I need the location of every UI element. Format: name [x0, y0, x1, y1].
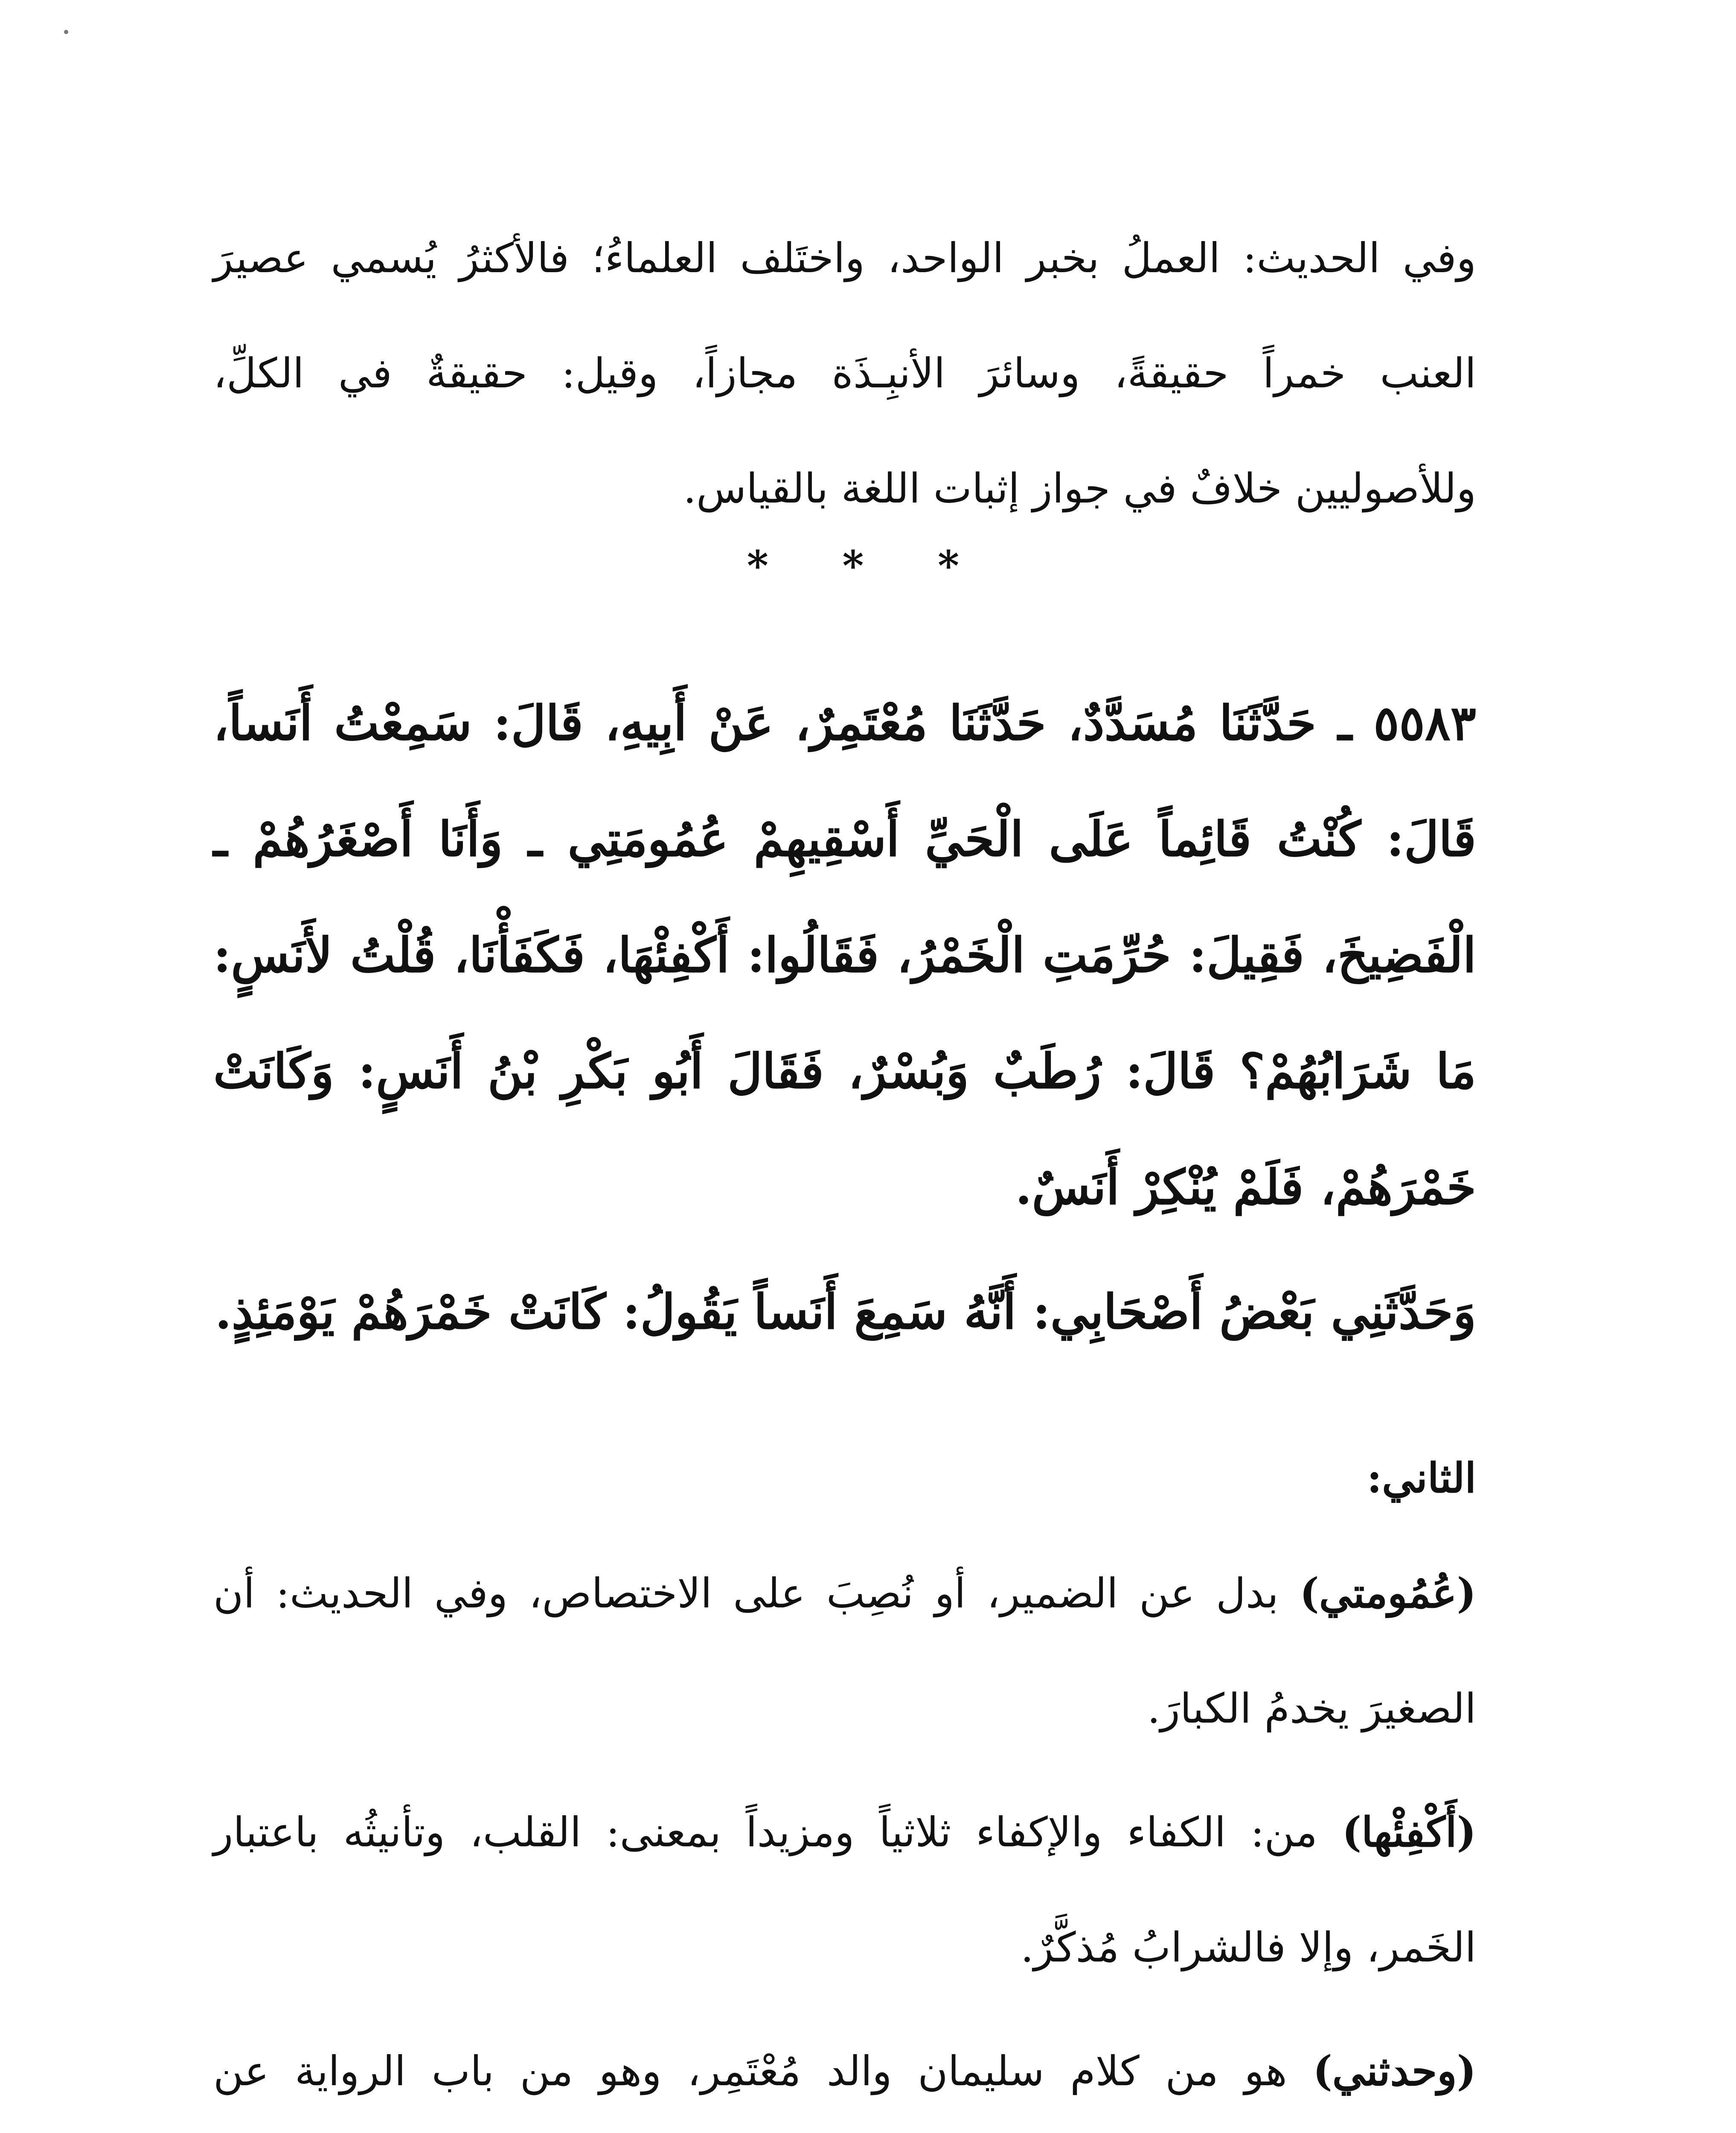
hadith-block: [213, 665, 1476, 1370]
hadith-second-narration: وَحَدَّثَنِي بَعْضُ أَصْحَابِي: أَنَّهُ سَمِعَ أَنَساً يَقُولُ: كَانَتْ خَمْرَهُمْ يَوْمَئِذٍ.: [215, 1284, 1476, 1340]
commentary-block: [213, 1421, 1476, 2133]
hadith-text: ٥٥٨٣ ـ حَدَّثَنَا مُسَدَّدٌ، حَدَّثَنَا مُعْتَمِرٌ، عَنْ أَبِيهِ، قَالَ: سَمِعْتُ أَنَساً، قَالَ: كُنْتُ قَائِماً عَلَى الْحَيِّ أَسْقِيهِمْ عُمُومَتِي ـ وَأَنَا أَصْغَرُهُمْ ـ الْفَضِيخَ، فَقِيلَ: حُرِّمَتِ الْخَمْرُ، فَقَالُوا: أَكْفِئْهَا، فَكَفَأْنَا، قُلْتُ لأَنَسٍ: مَا شَرَابُهُمْ؟ قَالَ: رُطَبٌ وَبُسْرٌ، فَقَالَ أَبُو بَكْرِ بْنُ أَنَسٍ: وَكَانَتْ خَمْرَهُمْ، فَلَمْ يُنْكِرْ أَنَسٌ.: [213, 695, 1476, 1215]
section-separator-1: * * *: [747, 542, 989, 590]
commentary-note-2: [213, 1775, 1476, 2005]
note-text-1: بدل عن الضمير، أو نُصِبَ على الاختصاص، وفي الحديث: أن الصغيرَ يخدمُ الكبارَ.: [213, 1569, 1476, 1732]
intro-text: وفي الحديث: العملُ بخبر الواحد، واختَلف العلماءُ؛ فالأكثرُ يُسمي عصيرَ العنب خمراً حقيقةً، وسائرَ الأنبِـذَة مجازاً، وقيل: حقيقةٌ في الكلِّ، وللأصوليين خلافٌ في جواز إثبات اللغة بالقياس.: [213, 234, 1476, 512]
intro-paragraph: [213, 201, 1476, 546]
commentary-heading: الثاني:: [1367, 1454, 1476, 1502]
note-term-1: (عُمُومتي): [1300, 1569, 1476, 1617]
note-term-2: (أَكْفِئْها): [1342, 1808, 1476, 1856]
note-text-3: هو من كلام سليمان والد مُعْتَمِر، وهو من باب الرواية عن: [213, 2047, 1287, 2095]
note-text-2: من: الكفاء والإكفاء ثلاثياً ومزيداً بمعنى: القلب، وتأنيثُه باعتبار الخَمر، وإلا فالشرابُ مُذكَّرٌ.: [213, 1808, 1476, 1971]
commentary-note-1: [213, 1536, 1476, 1766]
commentary-note-3: [213, 2014, 1476, 2133]
note-term-3: (وحدثني): [1313, 2047, 1477, 2095]
scan-speck: [64, 30, 68, 34]
